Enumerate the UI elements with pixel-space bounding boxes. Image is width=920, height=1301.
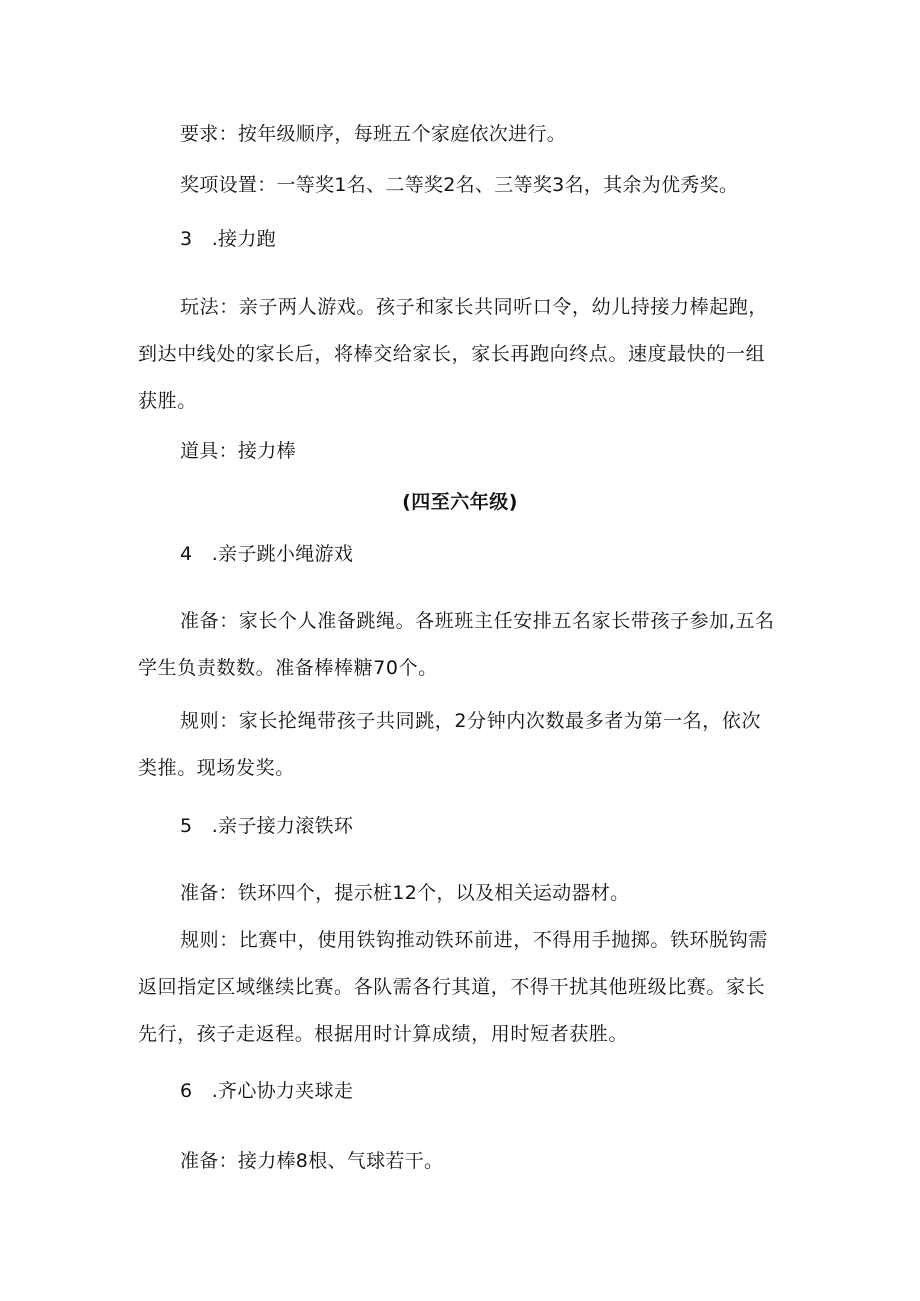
item3-heading: 3 .接力跑 <box>180 228 276 250</box>
item5-heading: 5 .亲子接力滚铁环 <box>180 815 354 837</box>
item5-rules-paragraph: 规则：比赛中，使用铁钩推动铁环前进，不得用手抛掷。铁环脱钩需返回指定区域继续比赛。各队需各行其道，不得干扰其他班级比赛。家长先行，孩子走返程。根据用时计算成绩，用时短者获胜。 <box>138 929 769 1045</box>
section-title: (四至六年级) <box>402 491 518 513</box>
item4-prep-paragraph: 准备：家长个人准备跳绳。各班班主任安排五名家长带孩子参加,五名学生负责数数。准备棒棒糖70个。 <box>138 610 775 679</box>
item5-prep-text: 准备：铁环四个，提示桩12个，以及相关运动器材。 <box>180 882 630 904</box>
awards-text: 奖项设置：一等奖1名、二等奖2名、三等奖3名，其余为优秀奖。 <box>180 174 739 196</box>
item3-play-paragraph: 玩法：亲子两人游戏。孩子和家长共同听口令，幼儿持接力棒起跑，到达中线处的家长后，将棒交给家长，家长再跑向终点。速度最快的一组获胜。 <box>138 296 769 412</box>
item6-prep-text: 准备：接力棒8根、气球若干。 <box>180 1150 444 1172</box>
item4-rules-paragraph: 规则：家长抡绳带孩子共同跳，2分钟内次数最多者为第一名，依次类推。现场发奖。 <box>138 710 762 779</box>
item3-props-text: 道具：接力棒 <box>180 440 296 462</box>
requirement-text: 要求：按年级顺序，每班五个家庭依次进行。 <box>180 123 567 145</box>
item6-heading: 6 .齐心协力夹球走 <box>180 1080 354 1102</box>
item4-heading: 4 .亲子跳小绳游戏 <box>180 543 354 565</box>
